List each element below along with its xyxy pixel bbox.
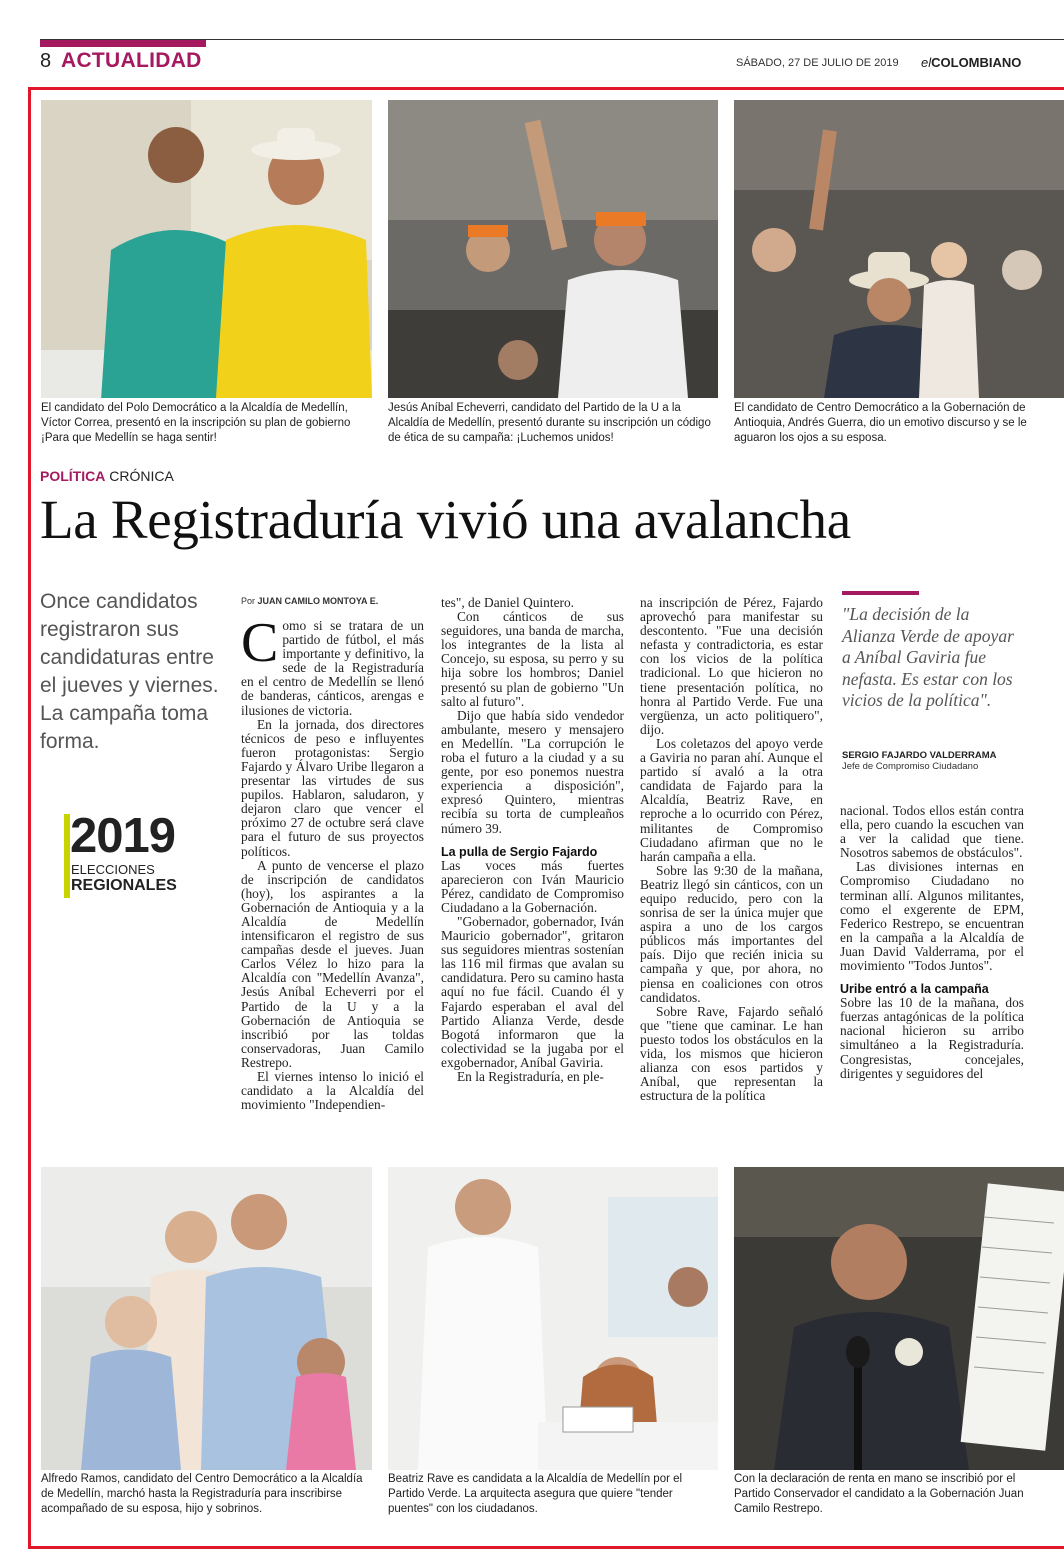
- photo-alfredo-ramos: [41, 1167, 372, 1470]
- paragraph: Los coletazos del apoyo verde a Gaviria no paran ahí. Aunque el partido sí avaló a la otra candidata de Fajardo para la Alcaldía, Beatriz Rave, en reproche a lo ocurrido con Pérez, militantes de Compromiso Ciudadano afirman que no le harán campaña a ella.: [640, 735, 823, 864]
- page-number: 8: [40, 50, 52, 72]
- photo-andres-guerra: [734, 100, 1064, 398]
- article-column-2: [441, 596, 624, 1084]
- paragraph: Sobre las 9:30 de la mañana, Beatriz llegó sin cánticos, con un equipo reducido, pero con la sonrisa de ser la única mujer que aspira a uno de los cargos públicos más importantes del país. Dijo que recién inicia su campaña y que, por ahora, no piensa en coaliciones con otros candidatos.: [640, 862, 823, 1005]
- section-title: ACTUALIDAD: [61, 49, 202, 72]
- paragraph: Sobre las 10 de la mañana, dos fuerzas antagónicas de la política nacional hicieron su arribo simultáneo a la Registraduría. Congresistas, concejales, dirigentes y seguidores del: [840, 995, 1024, 1081]
- byline: Por JUAN CAMILO MONTOYA E.: [241, 596, 379, 606]
- kicker: [40, 468, 174, 484]
- photo-jesus-anibal: [388, 100, 718, 398]
- headline: La Registraduría vivió una avalancha: [40, 489, 851, 550]
- paragraph: tes", de Daniel Quintero.: [441, 595, 575, 610]
- article-column-3: [640, 596, 823, 1103]
- caption-top-2: Jesús Aníbal Echeverri, candidato del Partido de la U a la Alcaldía de Medellín, presentó durante su inscripción un código de ética de su campaña: ¡Luchemos unidos!: [388, 402, 711, 444]
- subhead-fajardo: La pulla de Sergio Fajardo: [441, 844, 598, 859]
- quote-attribution-role: Jefe de Compromiso Ciudadano: [842, 761, 979, 772]
- caption-bottom-2: Beatriz Rave es candidata a la Alcaldía de Medellín por el Partido Verde. La arquitecta asegura que quiere "tender puentes" con los ciudadanos.: [388, 1473, 683, 1515]
- paragraph: Las divisiones internas en Compromiso Ciudadano no terminan allí. Algunos militantes, como el exgerente de EPM, Federico Restrepo, se encuentran en la campaña a la Alcaldía de Juan David Valderrama, por el movimiento "Todos Juntos".: [840, 859, 1024, 974]
- byline-name: JUAN CAMILO MONTOYA E.: [257, 596, 379, 606]
- paragraph: En la jornada, dos directores técnicos de peso e influyentes fueron protagonistas: Sergio Fajardo y Álvaro Uribe llegaron a presentar las virtudes de sus pupilos. Hablaron, saludaron, y dejaron claro que vencer el próximo 27 de octubre será clave para el futuro de sus proyectos políticos.: [241, 716, 424, 859]
- quote-attribution-name: SERGIO FAJARDO VALDERRAMA: [842, 750, 997, 761]
- paragraph: Sobre Rave, Fajardo señaló que "tiene que caminar. Le han puesto todos los obstáculos en la vida, los mismos que hicieron alianza con esos partidos y Aníbal, que representan la estructura de la política: [640, 1003, 823, 1104]
- paragraph: Con cánticos de sus seguidores, una banda de marcha, los integrantes de la lista al Concejo, su esposa, su perro y su hija sobre los hombros; Daniel presentó su plan de gobierno "Un salto al futuro".: [441, 609, 624, 709]
- dateline: SÁBADO, 27 DE JULIO DE 2019: [736, 57, 899, 69]
- caption-top-1: El candidato del Polo Democrático a la Alcaldía de Medellín, Víctor Correa, presentó en la inscripción su plan de gobierno ¡Para que Medellín se haga sentir!: [41, 402, 351, 444]
- elecciones-2019-logo: [64, 809, 192, 898]
- caption-bottom-1: Alfredo Ramos, candidato del Centro Democrático a la Alcaldía de Medellín, marchó hasta la Registraduría para inscribirse acompañado de su esposa, hijo y sobrinos.: [41, 1473, 363, 1515]
- photo-beatriz-rave: [388, 1167, 718, 1470]
- dropcap: C: [241, 612, 279, 674]
- kicker-section: POLÍTICA: [40, 468, 106, 484]
- subhead-uribe: Uribe entró a la campaña: [840, 982, 989, 997]
- paragraph: A punto de vencerse el plazo de inscripción de candidatos (hoy), los aspirantes a la Gobernación de Antioquia y a la Alcaldía de Medellín intensificaron el registro de sus campañas desde el jueves. Juan Carlos Vélez lo hizo para la Alcaldía con "Medellín Avanza", Jesús Aníbal Echeverri por el Partido de la U y a la Gobernación de Antioquia se inscribió por las toldas conservadoras, Juan Camilo Restrepo.: [241, 857, 424, 1070]
- pull-quote: "La decisión de la Alianza Verde de apoyar a Aníbal Gaviria fue nefasta. Es estar con los vicios de la política".: [842, 604, 1014, 710]
- article-column-1: [241, 596, 424, 1112]
- photo-victor-correa: [41, 100, 372, 398]
- photo-juan-camilo-restrepo: [734, 1167, 1064, 1470]
- logo-line-1: ELECCIONES: [71, 862, 155, 877]
- logo-line-2: REGIONALES: [71, 877, 177, 894]
- paragraph: "Gobernador, gobernador, Iván Mauricio gobernador", gritaron sus seguidores mientras sostenían las 116 mil firmas que avalan su candidatura. Pero su camino hasta aquí no fue fácil. Cuando él y Fajardo esperaban el aval del Partido Alianza Verde, desde Bogotá informaron que la colectividad se la jugaba por el exgobernador, Aníbal Gaviria.: [441, 913, 624, 1070]
- masthead: [921, 55, 1021, 70]
- dek: Once candidatos registraron sus candidaturas entre el jueves y viernes. La campaña toma forma.: [40, 590, 219, 753]
- kicker-type: CRÓNICA: [109, 468, 174, 484]
- paragraph: na inscripción de Pérez, Fajardo aprovechó para manifestar su descontento. "Fue una decisión nefasta y contradictoria, es estar con los vicios de la política tradicional. Lo que hicieron no tiene presentación política, no honra al Partido Verde. Fue una vergüenza, un acto politiquero", dijo.: [640, 595, 823, 737]
- paragraph: En la Registraduría, en ple-: [457, 1069, 604, 1084]
- quote-rule: [842, 591, 919, 595]
- paragraph: Como si se tratara de un partido de fútbol, el más importante y definitivo, la sede de la Registraduría en el centro de Medellín se llenó de banderas, cánticos, arengas e ilusiones de victoria.: [241, 612, 424, 718]
- logo-year: 2019: [70, 809, 176, 863]
- paragraph: El viernes intenso lo inició el candidato a la Alcaldía del movimiento "Independien-: [241, 1069, 424, 1113]
- caption-top-3: El candidato de Centro Democrático a la Gobernación de Antioquia, Andrés Guerra, dio un emotivo discurso y se le aguaron los ojos a su esposa.: [734, 402, 1027, 444]
- caption-bottom-3: Con la declaración de renta en mano se inscribió por el Partido Conservador el candidato a la Gobernación Juan Camilo Restrepo.: [734, 1473, 1024, 1515]
- masthead-name: COLOMBIANO: [931, 55, 1022, 70]
- paragraph: nacional. Todos ellos están contra ella, pero cuando la escuchen van a ver la calidad que tiene. Nosotros sabemos de obstáculos".: [840, 803, 1024, 861]
- paragraph: Las voces más fuertes aparecieron con Iván Mauricio Pérez, candidato de Compromiso Ciudadano a la Gobernación.: [441, 857, 624, 915]
- article-column-4: [840, 804, 1024, 1081]
- paragraph: Dijo que había sido vendedor ambulante, mesero y mensajero en Medellín. "La corrupción le roba el futuro a la ciudad y a su gente, por eso ponemos nuestra experiencia a disposición", expresó Quintero, mientras recibía su torta de cumpleaños número 39.: [441, 707, 624, 836]
- masthead-prefix: el: [921, 55, 932, 70]
- section-tab: [40, 40, 206, 47]
